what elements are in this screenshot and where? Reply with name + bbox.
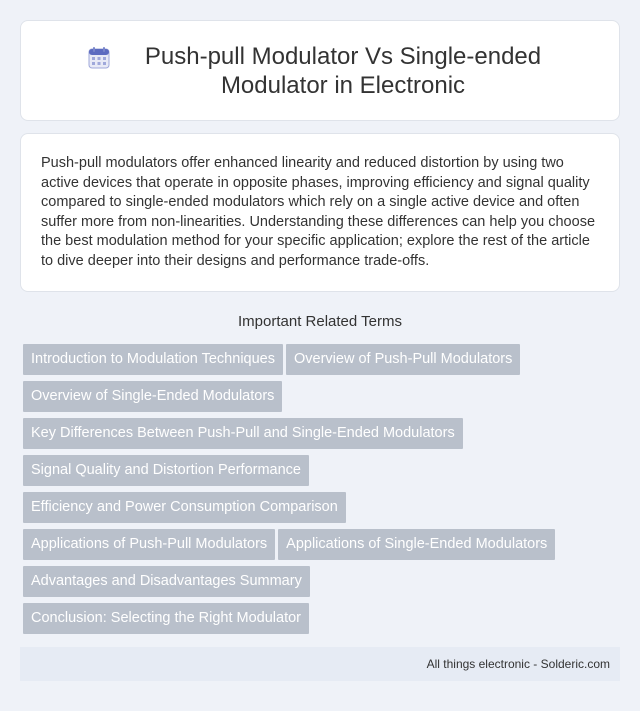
- title-wrap: [87, 42, 553, 100]
- page-title: Push-pull Modulator Vs Single-ended Modulator in Electronic: [144, 42, 542, 99]
- intro-paragraph: Push-pull modulators offer enhanced linearity and reduced distortion by using two active devices that operate in opposite phases, improving efficiency and signal quality compared to single-ended modulators which rely on a single active device and often suffer more from non-linearities. Understanding these differences can help you choose the best modulation method for your specific application; explore the rest of the article to dive deeper into their designs and performance trade-offs.: [41, 155, 596, 269]
- related-term-tag[interactable]: Advantages and Disadvantages Summary: [23, 566, 310, 597]
- footer: [20, 647, 620, 681]
- related-term-tag[interactable]: Overview of Single-Ended Modulators: [23, 381, 282, 412]
- title-card: [20, 20, 620, 121]
- intro-card: [20, 133, 620, 292]
- related-term-tag[interactable]: Introduction to Modulation Techniques: [23, 344, 283, 375]
- calendar-icon: [87, 46, 111, 70]
- related-term-tag[interactable]: Efficiency and Power Consumption Comparison: [23, 492, 346, 523]
- footer-text: All things electronic - Solderic.com: [426, 657, 610, 671]
- related-term-tag[interactable]: Conclusion: Selecting the Right Modulator: [23, 603, 309, 634]
- related-term-tag[interactable]: Signal Quality and Distortion Performance: [23, 455, 309, 486]
- related-term-tag[interactable]: Applications of Single-Ended Modulators: [278, 529, 555, 560]
- related-term-tag[interactable]: Overview of Push-Pull Modulators: [286, 344, 520, 375]
- related-terms-list: [20, 344, 624, 640]
- related-term-tag[interactable]: Key Differences Between Push-Pull and Single-Ended Modulators: [23, 418, 463, 449]
- related-term-tag[interactable]: Applications of Push-Pull Modulators: [23, 529, 275, 560]
- related-terms-heading: Important Related Terms: [238, 313, 402, 330]
